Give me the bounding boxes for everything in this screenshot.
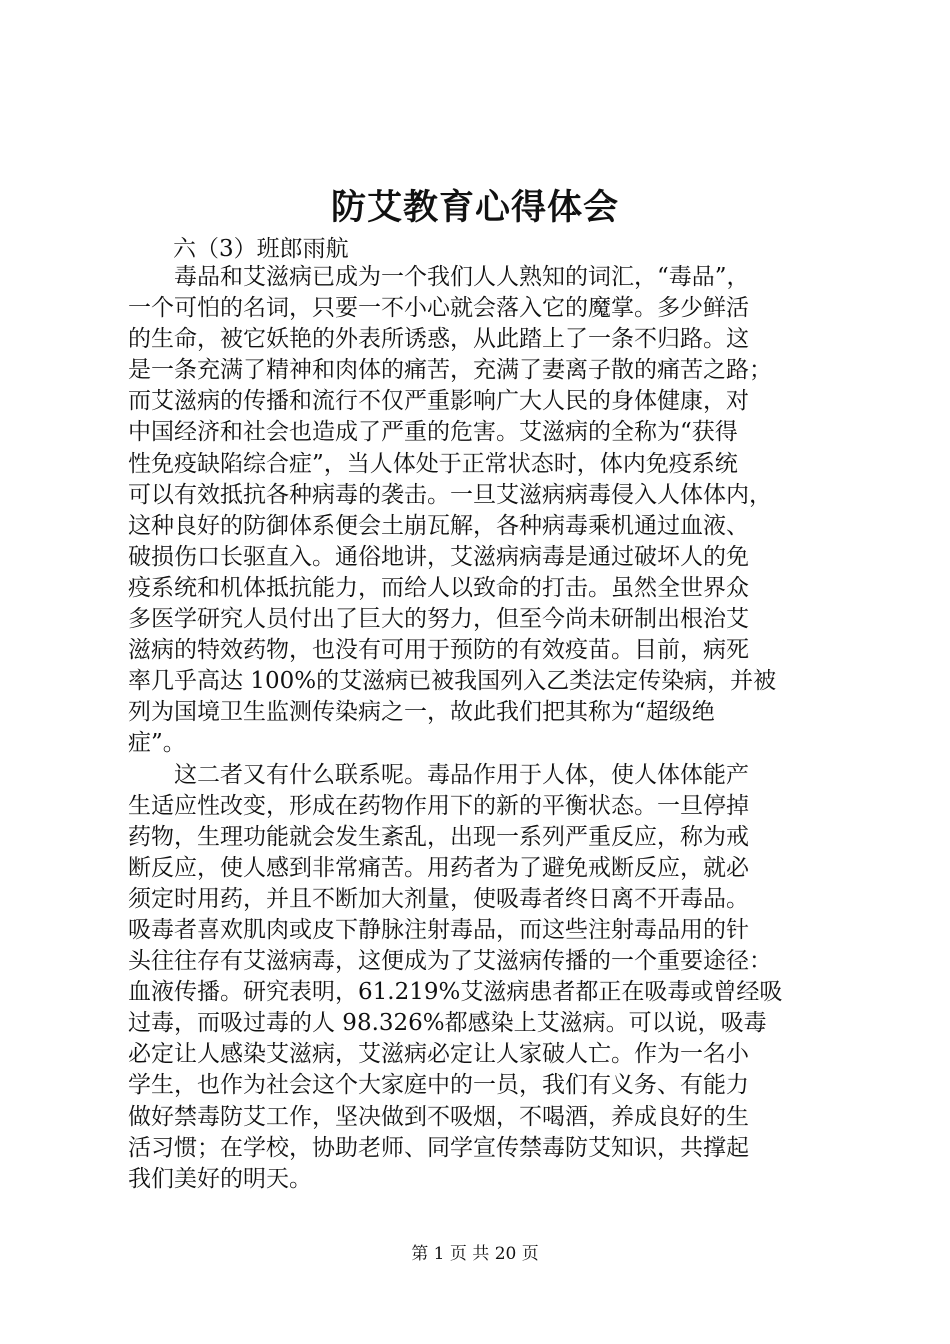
paragraph — [128, 760, 828, 1195]
text-line: 活习惯；在学校，协助老师、同学宣传禁毒防艾知识，共撑起 — [128, 1134, 749, 1161]
text-line: 须定时用药，并且不断加大剂量，使吸毒者终日离不开毒品。 — [128, 885, 749, 912]
text-line: 我们美好的明天。 — [128, 1165, 312, 1192]
text-line: 滋病的特效药物，也没有可用于预防的有效疫苗。目前，病死 — [128, 637, 749, 664]
text-line: 多医学研究人员付出了巨大的努力，但至今尚未研制出根治艾 — [128, 606, 749, 633]
text-line: 做好禁毒防艾工作，坚决做到不吸烟，不喝酒，养成良好的生 — [128, 1103, 749, 1130]
text-line: 这二者又有什么联系呢。毒品作用于人体，使人体体能产 — [174, 761, 749, 788]
document-body — [128, 262, 828, 1195]
page-footer: 第 1 页 共 20 页 — [411, 1244, 539, 1264]
text-line: 性免疫缺陷综合症”，当人体处于正常状态时，体内免疫系统 — [128, 450, 738, 477]
text-line: 一个可怕的名词，只要一不小心就会落入它的魔掌。多少鲜活 — [128, 295, 749, 322]
text-line: 必定让人感染艾滋病，艾滋病必定让人家破人亡。作为一名小 — [128, 1041, 749, 1068]
text-line: 中国经济和社会也造成了严重的危害。艾滋病的全称为“获得 — [128, 419, 738, 446]
paragraph — [128, 262, 828, 760]
author-line: 六（3）班郎雨航 — [173, 236, 349, 262]
text-line: 破损伤口长驱直入。通俗地讲，艾滋病病毒是通过破坏人的免 — [128, 543, 749, 570]
text-line: 可以有效抵抗各种病毒的袭击。一旦艾滋病病毒侵入人体体内， — [128, 481, 772, 508]
text-line: 吸毒者喜欢肌肉或皮下静脉注射毒品，而这些注射毒品用的针 — [128, 916, 749, 943]
text-line: 症”。 — [128, 730, 186, 757]
text-line: 这种良好的防御体系便会土崩瓦解，各种病毒乘机通过血液、 — [128, 512, 749, 539]
text-line: 列为国境卫生监测传染病之一，故此我们把其称为“超级绝 — [128, 699, 715, 726]
text-line: 而艾滋病的传播和流行不仅严重影响广大人民的身体健康，对 — [128, 388, 749, 415]
text-line: 的生命，被它妖艳的外表所诱惑，从此踏上了一条不归路。这 — [128, 326, 749, 353]
document-title: 防艾教育心得体会 — [330, 187, 619, 228]
text-line: 断反应，使人感到非常痛苦。用药者为了避免戒断反应，就必 — [128, 854, 749, 881]
text-line: 药物，生理功能就会发生紊乱，出现一系列严重反应，称为戒 — [128, 823, 749, 850]
text-line: 过毒，而吸过毒的人 98.326%都感染上艾滋病。可以说，吸毒 — [128, 1010, 767, 1037]
text-line: 生适应性改变，形成在药物作用下的新的平衡状态。一旦停掉 — [128, 792, 749, 819]
text-line: 率几乎高达 100%的艾滋病已被我国列入乙类法定传染病，并被 — [128, 668, 777, 695]
text-line: 头往往存有艾滋病毒，这便成为了艾滋病传播的一个重要途径： — [128, 948, 772, 975]
text-line: 是一条充满了精神和肉体的痛苦，充满了妻离子散的痛苦之路； — [128, 357, 772, 384]
text-line: 疫系统和机体抵抗能力，而给人以致命的打击。虽然全世界众 — [128, 574, 749, 601]
text-line: 毒品和艾滋病已成为一个我们人人熟知的词汇，“毒品”， — [174, 264, 750, 290]
text-line: 学生，也作为社会这个大家庭中的一员，我们有义务、有能力 — [128, 1072, 749, 1099]
text-line: 血液传播。研究表明，61.219%艾滋病患者都正在吸毒或曾经吸 — [128, 979, 783, 1006]
